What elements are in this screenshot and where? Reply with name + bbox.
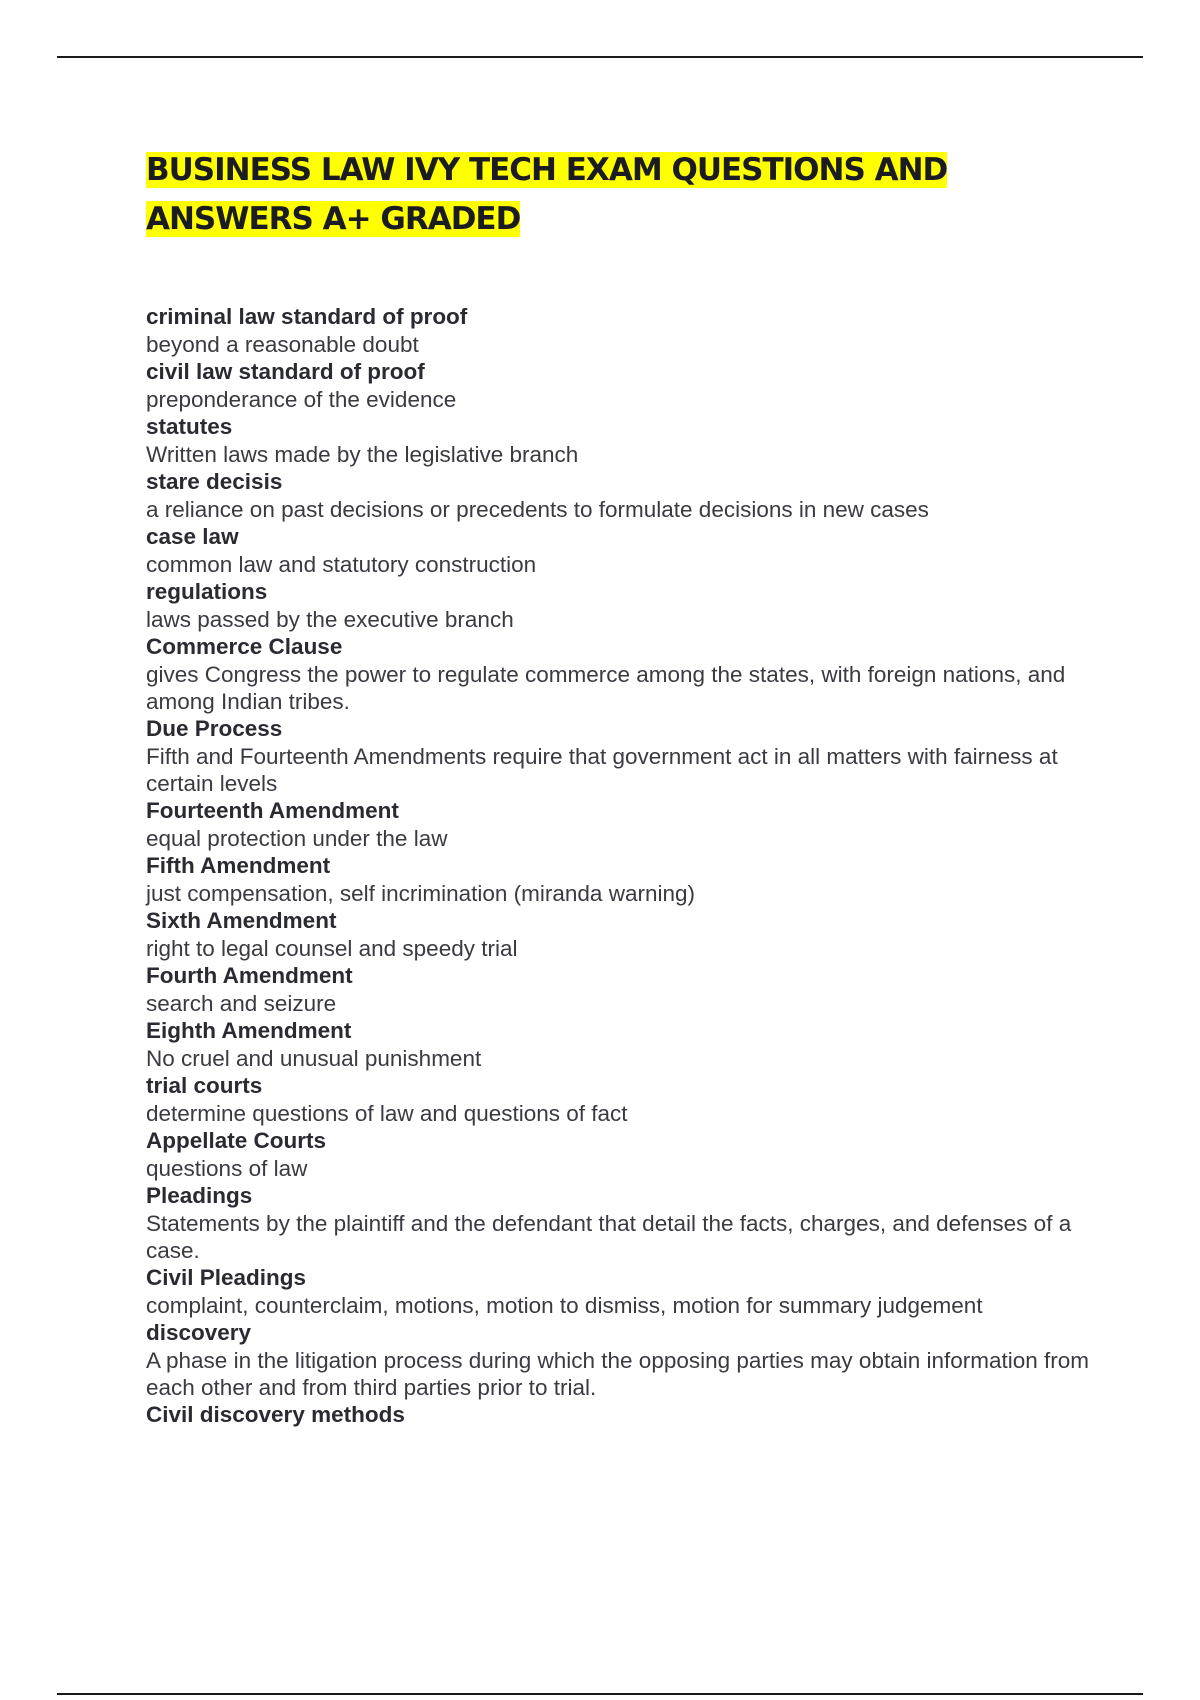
qa-definition: beyond a reasonable doubt [146,332,419,357]
qa-definition: determine questions of law and questions of fact [146,1101,628,1126]
document-body [146,146,1106,1429]
qa-term: Due Process [146,716,283,741]
qa-term: Civil discovery methods [146,1402,405,1427]
qa-term: Fifth Amendment [146,853,331,878]
document-title-line-1: BUSINESS LAW IVY TECH EXAM QUESTIONS AND [146,152,948,188]
qa-term: Civil Pleadings [146,1265,307,1290]
qa-definition: common law and statutory construction [146,552,537,577]
qa-definition: equal protection under the law [146,826,448,851]
qa-term: criminal law standard of proof [146,304,468,329]
qa-definition: complaint, counterclaim, motions, motion to dismiss, motion for summary judgement [146,1293,983,1318]
qa-definition: search and seizure [146,991,337,1016]
qa-term: Commerce Clause [146,634,343,659]
qa-term: Eighth Amendment [146,1018,352,1043]
qa-definition: Written laws made by the legislative branch [146,442,579,467]
qa-definition: right to legal counsel and speedy trial [146,936,518,961]
qa-definition: preponderance of the evidence [146,387,457,412]
qa-term: trial courts [146,1073,263,1098]
document-title-line-2: ANSWERS A+ GRADED [146,201,521,237]
qa-term: Pleadings [146,1183,253,1208]
qa-definition: gives Congress the power to regulate commerce among the states, with foreign nations, and among Indian tribes. [146,662,1066,714]
qa-definition: just compensation, self incrimination (miranda warning) [146,881,695,906]
document-title [146,146,1106,244]
qa-term: discovery [146,1320,252,1345]
qa-definition: Fifth and Fourteenth Amendments require that government act in all matters with fairness at certain levels [146,744,1058,796]
qa-term: Appellate Courts [146,1128,327,1153]
header-rule [57,56,1143,58]
qa-list [146,303,1106,1429]
qa-term: civil law standard of proof [146,359,425,384]
qa-definition: a reliance on past decisions or precedents to formulate decisions in new cases [146,497,929,522]
qa-definition: No cruel and unusual punishment [146,1046,482,1071]
qa-definition: laws passed by the executive branch [146,607,514,632]
qa-term: case law [146,524,239,549]
qa-definition: A phase in the litigation process during which the opposing parties may obtain information from each other and from third parties prior to trial. [146,1348,1090,1400]
qa-term: Fourth Amendment [146,963,353,988]
qa-definition: questions of law [146,1156,308,1181]
qa-term: Sixth Amendment [146,908,337,933]
qa-definition: Statements by the plaintiff and the defendant that detail the facts, charges, and defenses of a case. [146,1211,1072,1263]
qa-term: stare decisis [146,469,283,494]
qa-term: regulations [146,579,268,604]
qa-term: statutes [146,414,233,439]
qa-term: Fourteenth Amendment [146,798,399,823]
footer-rule [57,1693,1143,1695]
